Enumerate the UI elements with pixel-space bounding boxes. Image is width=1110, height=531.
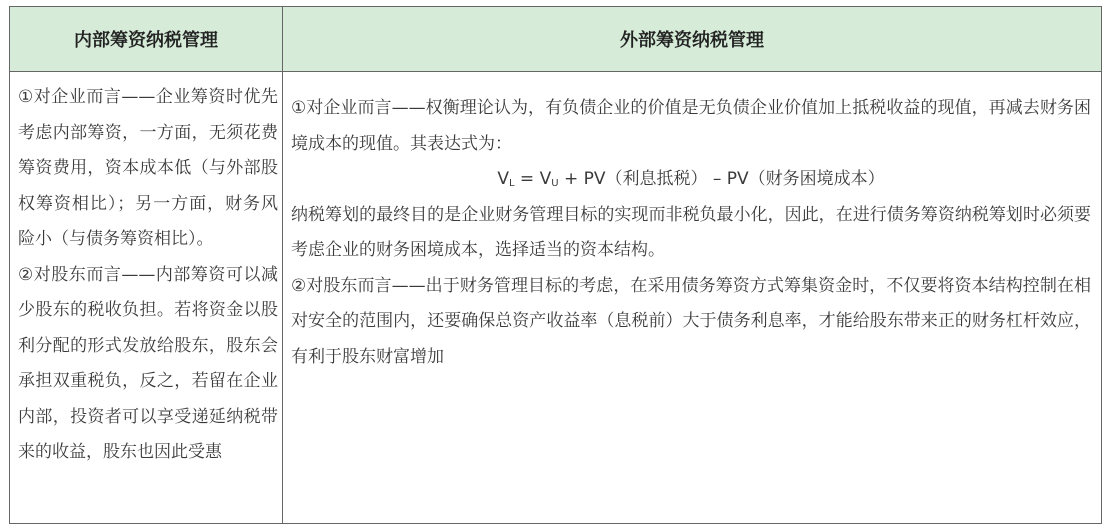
formula-vl: V (497, 169, 509, 189)
external-enterprise-text: ①对企业而言——权衡理论认为，有负债企业的价值是无负债企业价值加上抵税收益的现值，再减去财务困境成本的现值。其表达式为： (291, 98, 1091, 154)
formula-rest: + PV（利息抵税） – PV（财务困境成本） (558, 169, 885, 189)
external-goal-text: 纳税筹划的最终目的是企业财务管理目标的实现而非税负最小化，因此，在进行债务筹资纳税筹划时必须要考虑企业的财务困境成本，选择适当的资本结构。 (291, 204, 1091, 260)
internal-cell (10, 72, 283, 524)
header-external: 外部筹资纳税管理 (283, 7, 1102, 72)
formula-equals: = (514, 169, 540, 189)
header-internal: 内部筹资纳税管理 (10, 7, 283, 72)
financing-tax-table (9, 6, 1102, 524)
external-shareholder-text: ②对股东而言——出于财务管理目标的考虑，在采用债务筹资方式筹集资金时，不仅要将资本结构控制在相对安全的范围内，还要确保总资产收益率（息税前）大于债务利息率，才能给股东带来正的财务杠杆效应，有利于股东财富增加 (291, 275, 1091, 367)
internal-shareholder-text: ②对股东而言——内部筹资可以减少股东的税收负担。若将资金以股利分配的形式发放给股东，股东会承担双重税负，反之，若留在企业内部，投资者可以享受递延纳税带来的收益，股东也因此受惠 (18, 264, 278, 462)
formula-vu-subscript: U (551, 178, 559, 189)
formula-vu: V (539, 169, 552, 189)
header-row (10, 7, 1102, 72)
internal-enterprise-text: ①对企业而言——企业筹资时优先考虑内部筹资，一方面，无须花费筹资费用，资本成本低（与外部股权筹资相比）；另一方面，财务风险小（与债务筹资相比）。 (18, 87, 278, 249)
value-formula (291, 162, 1091, 198)
content-row (10, 72, 1102, 524)
formula-vl-subscript: L (508, 178, 515, 189)
external-cell (283, 72, 1102, 524)
